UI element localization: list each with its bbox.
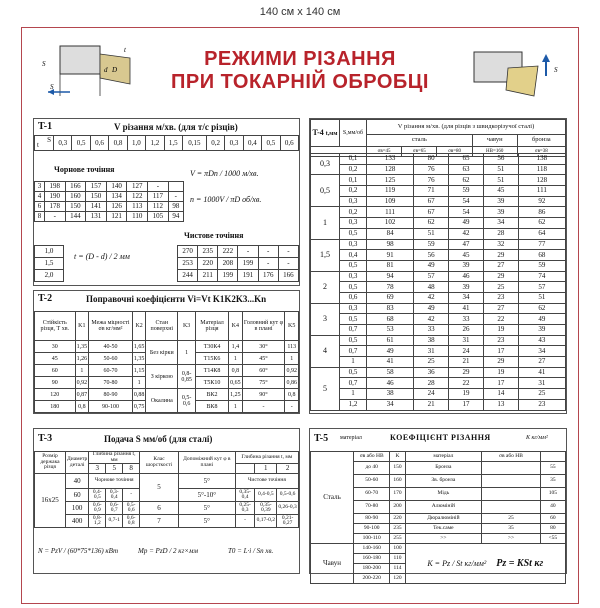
t4-id: T-4 xyxy=(312,128,324,137)
t4-row: 1 41 25 21 29 27 xyxy=(311,357,566,368)
poster-title xyxy=(150,48,450,94)
t4-row: 0,5 84 51 42 28 64 xyxy=(311,228,566,239)
t2-id: T-2 xyxy=(38,293,53,304)
t4-row: 1 0,2 111 67 54 39 86 xyxy=(311,207,566,218)
t1-rough-title: Чорнове точіння xyxy=(54,165,115,174)
t4-row: 1,5 0,3 98 59 47 32 77 xyxy=(311,239,566,250)
t1-caption: V різання м/хв. (для т/с різців) xyxy=(114,122,238,132)
t1-finish-table: 270 235 222 - - - 253 220 208 199 - - 244 211 199 191 176 166 xyxy=(177,245,299,282)
t3-formula-t: T0 = L·i / Sn хв. xyxy=(228,547,274,555)
t3-id: T-3 xyxy=(38,433,53,444)
t5-table: Сталь σв або НВ K матеріал σв або НВ до 40 150 Бронза 55 50-60 160 Зв. бронза 35 60-70 170 Мідь 105 70-80 200 Алюміній 40 80-90 220 Дюралюміній 25 60 90-100 235 Тек.саме 35 80 100-110 255 >> >> <55 Чавун 140-160 100 K = Pz / St кг/мм² Pz = KSt кг 160-180 110 180-200 114 200-220 120 xyxy=(310,451,566,584)
t4-row: 1 38 24 19 14 25 xyxy=(311,389,566,400)
turning-diagram-left xyxy=(40,44,140,102)
table-t5 xyxy=(309,428,567,581)
t1-formula-v: V = πDn / 1000 м/хв. xyxy=(190,169,259,178)
t4-row: 0,5 0,1 125 76 62 51 128 xyxy=(311,175,566,186)
t4-row: 3 0,3 83 49 41 27 62 xyxy=(311,303,566,314)
table-t2 xyxy=(33,290,300,414)
t4-row: 0,4 91 56 45 29 68 xyxy=(311,250,566,261)
t5-caption: КОЕФІЦІЄНТ РІЗАННЯ xyxy=(390,433,491,442)
t1-s-header: S t 0,3 0,5 0,6 0,8 1,0 1,2 1,5 0,15 0,2 0,3 0,4 0,5 0,6 xyxy=(34,135,299,151)
t5-formula-p: Pz = KSt кг xyxy=(496,557,544,569)
t4-row: 0,2 119 71 59 45 111 xyxy=(311,186,566,197)
t2-table: Стійкість різця, Т хв. K1 Межа міцності σв кг/мм² K2 Стан поверхні K3 Матеріал різця K4 Головний кут φ в плані K5 30 1,35 40-50 1,65 Без кірки 1 Т30К4 1,4 30° 113 45 1,26 50-60 1,35 Т15К6 1 45° 1 60 1 60-70 1,15 З кіркою 0,8-0,85 Т14К8 0,8 60° 0,92 90 0,92 70-80 1 Т5К10 0,65 75° 0,86 120 0,87 80-90 0,88 Окалина 0,5-0,6 ВК2 1,25 90° 0,8 180 0,8 90-100 0,75 ВК8 1 - - xyxy=(34,311,299,413)
t1-finish-depth: 1,0 1,5 2,0 xyxy=(34,245,64,282)
t1-finish-title: Чистове точіння xyxy=(184,231,244,240)
t4-row: 0,3 0,1 133 80 65 56 138 xyxy=(311,154,566,165)
t1-formula-t: t = (D - d) / 2 мм xyxy=(74,252,130,261)
t3-formula-m: Mр = PzD / 2 кг×мм xyxy=(138,547,198,555)
t5-col-mat: матеріал xyxy=(340,435,362,441)
t4-table: T-4 t,мм S,мм/об V різання м/хв. (для різців з швидкорізучої сталі) сталь чавун бронза σв=45 σв=65 σв=80 НВ=160 σв=38 xyxy=(310,119,566,157)
t1-id: T-1 xyxy=(38,121,53,132)
t4-row: 0,7 53 33 26 19 39 xyxy=(311,325,566,336)
t4-row: 2 0,3 94 57 46 29 74 xyxy=(311,271,566,282)
svg-text:d: d xyxy=(104,66,108,74)
t5-unit: K кг/мм² xyxy=(526,435,548,441)
t2-caption: Поправочні коефіцієнти Vi=Vt K1K2K3...Kn xyxy=(86,294,267,304)
svg-text:D: D xyxy=(112,66,118,74)
table-t3 xyxy=(33,428,300,574)
t1-formula-n: n = 1000V / πD об/хв. xyxy=(190,195,262,204)
t4-row: 0,3 109 67 54 39 92 xyxy=(311,196,566,207)
t4-row: 0,5 78 48 39 25 57 xyxy=(311,282,566,293)
title-line-2: ПРИ ТОКАРНІЙ ОБРОБЦІ xyxy=(171,71,429,93)
t4-row: 0,7 49 31 24 17 34 xyxy=(311,346,566,357)
svg-text:S: S xyxy=(554,66,558,74)
t4-row: 0,3 102 62 49 34 62 xyxy=(311,218,566,229)
t4-row: 4 0,5 61 38 31 23 43 xyxy=(311,335,566,346)
t3-caption: Подача S мм/об (для сталі) xyxy=(104,434,213,444)
t4-row: 0,5 68 42 33 22 49 xyxy=(311,314,566,325)
t3-formula-n: N = PzV / (60*75*136) кВт xyxy=(38,547,119,555)
t4-rows xyxy=(310,153,566,411)
t4-row: 0,6 69 42 34 23 51 xyxy=(311,292,566,303)
t4-row: 0,7 46 28 22 17 31 xyxy=(311,378,566,389)
t5-formula-k: K = Pz / St кг/мм² xyxy=(427,558,487,568)
turning-diagram-right xyxy=(468,44,568,102)
t1-corner: S t xyxy=(35,136,54,151)
table-t4 xyxy=(309,118,567,414)
t4-row: 0,5 81 49 39 27 59 xyxy=(311,260,566,271)
size-label: 140 см х 140 см xyxy=(259,6,341,18)
t4-row: 5 0,5 58 36 29 19 41 xyxy=(311,367,566,378)
t3-table: Розмір держака різця Диаметр деталі Глибина різання t, мм Клас шорсткості Допоміжний кут φ в плані Глибина різання t, мм 3 5 8 1 2 16x25 40 Чорнове точіння 5 5° Чистове точіння 60 0,4-0,5 0,3-0,4 - 5°-10° 0,35-0,4 0,4-0,5 0,5-0,6 100 0,6-0,9 0,6-0,7 0,5-0,6 6 5° 0,25-0,3 0,35-0,39 0,26-0,3 400 0,8-1,2 0,7-1 0,6-0,8 7 5° - 0,17-0,2 0,21-0,27 xyxy=(34,451,299,528)
svg-text:t: t xyxy=(124,46,126,54)
title-line-1: РЕЖИМИ РІЗАННЯ xyxy=(204,48,396,70)
svg-text:S: S xyxy=(42,60,46,68)
table-t1 xyxy=(33,118,300,286)
t5-id: T-5 xyxy=(314,433,329,444)
t4-row: 1,2 34 21 17 13 23 xyxy=(311,399,566,410)
t4-row: 0,2 128 76 63 51 118 xyxy=(311,164,566,175)
label-s-left: S xyxy=(50,83,54,91)
t1-rough-table: 3 198 166 157 140 127 - 4 190 160 150 134 122 117 - 6 178 150 141 126 113 112 98 8 - 144 131 121 110 105 94 xyxy=(34,181,184,222)
